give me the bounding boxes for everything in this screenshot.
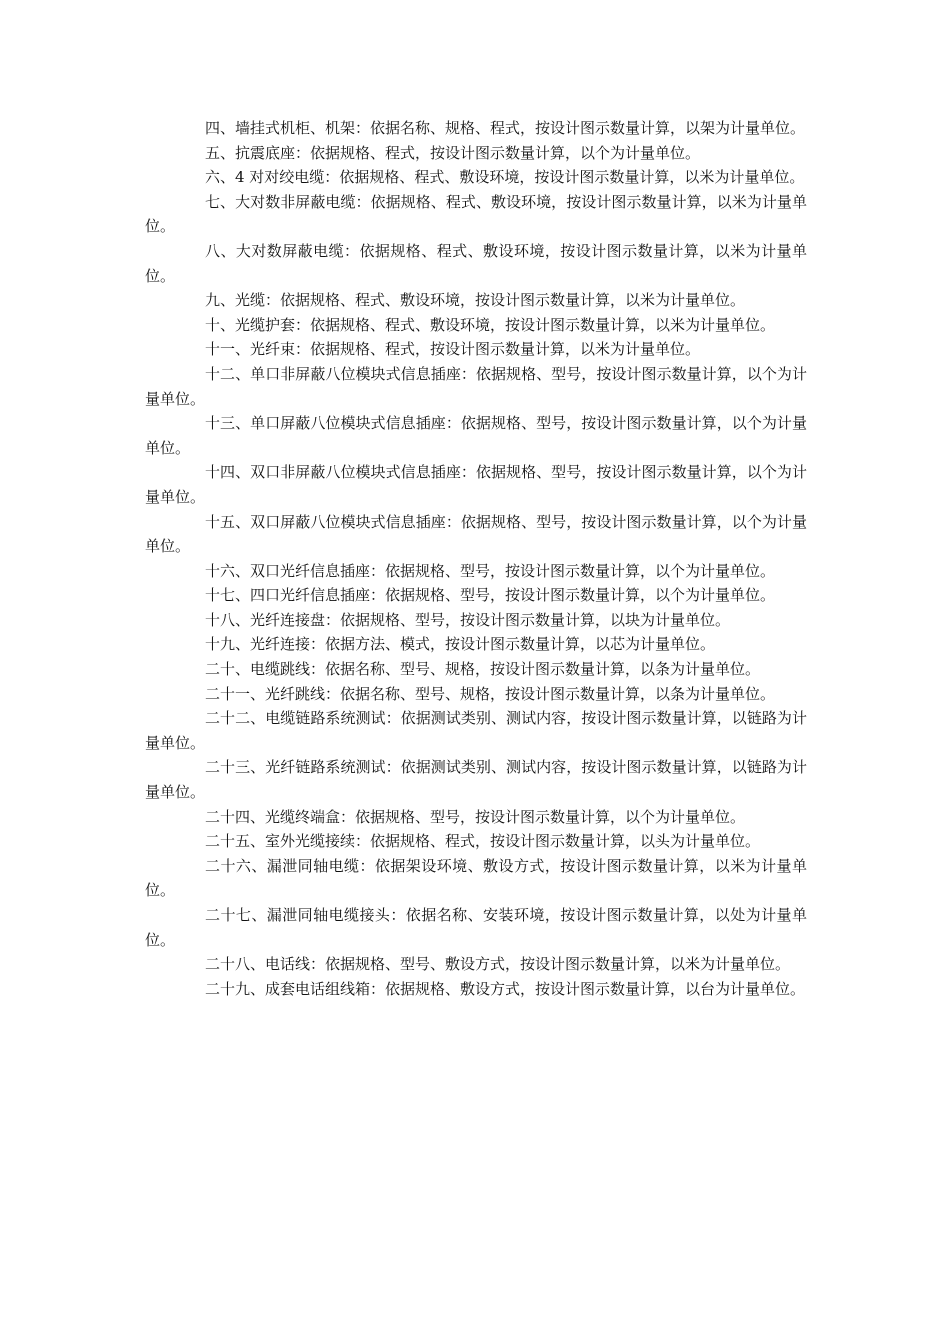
paragraph-item-9: 九、光缆：依据规格、程式、敷设环境，按设计图示数量计算，以米为计量单位。	[205, 291, 746, 310]
paragraph-item-15: 十五、双口屏蔽八位模块式信息插座：依据规格、型号，按设计图示数量计算，以个为计量单位。	[145, 512, 807, 556]
paragraph-item-20: 二十、电缆跳线：依据名称、型号、规格，按设计图示数量计算，以条为计量单位。	[205, 660, 761, 679]
paragraph-item-5: 五、抗震底座：依据规格、程式，按设计图示数量计算，以个为计量单位。	[205, 143, 701, 162]
paragraph-item-16: 十六、双口光纤信息插座：依据规格、型号，按设计图示数量计算，以个为计量单位。	[205, 561, 776, 580]
paragraph-item-7: 七、大对数非屏蔽电缆：依据规格、程式、敷设环境，按设计图示数量计算，以米为计量单位。	[145, 192, 807, 236]
paragraph-item-10: 十、光缆护套：依据规格、程式、敷设环境，按设计图示数量计算，以米为计量单位。	[205, 315, 776, 334]
paragraph-item-25: 二十五、室外光缆接续：依据规格、程式，按设计图示数量计算，以头为计量单位。	[205, 832, 761, 851]
paragraph-item-8: 八、大对数屏蔽电缆：依据规格、程式、敷设环境，按设计图示数量计算，以米为计量单位。	[145, 241, 807, 285]
paragraph-item-4: 四、墙挂式机柜、机架：依据名称、规格、程式，按设计图示数量计算，以架为计量单位。	[205, 119, 806, 137]
paragraph-item-29: 二十九、成套电话组线箱：依据规格、敷设方式，按设计图示数量计算，以台为计量单位。	[205, 979, 806, 998]
paragraph-item-14: 十四、双口非屏蔽八位模块式信息插座：依据规格、型号，按设计图示数量计算，以个为计量单位。	[145, 463, 807, 506]
paragraph-item-28: 二十八、电话线：依据规格、型号、敷设方式，按设计图示数量计算，以米为计量单位。	[205, 955, 791, 974]
paragraph-item-22: 二十二、电缆链路系统测试：依据测试类别、测试内容，按设计图示数量计算，以链路为计量单位。	[145, 709, 807, 752]
paragraph-item-18: 十八、光纤连接盘：依据规格、型号，按设计图示数量计算，以块为计量单位。	[205, 610, 731, 629]
paragraph-item-27: 二十七、漏泄同轴电缆接头：依据名称、安装环境，按设计图示数量计算，以处为计量单位。	[145, 906, 807, 949]
paragraph-item-21: 二十一、光纤跳线：依据名称、型号、规格，按设计图示数量计算，以条为计量单位。	[205, 684, 776, 703]
paragraph-item-23: 二十三、光纤链路系统测试：依据测试类别、测试内容，按设计图示数量计算，以链路为计量单位。	[145, 758, 807, 802]
paragraph-item-19: 十九、光纤连接：依据方法、模式，按设计图示数量计算，以芯为计量单位。	[205, 635, 716, 654]
paragraph-item-11: 十一、光纤束：依据规格、程式，按设计图示数量计算，以米为计量单位。	[205, 340, 701, 359]
document-body	[145, 116, 807, 1001]
paragraph-item-24: 二十四、光缆终端盒：依据规格、型号，按设计图示数量计算，以个为计量单位。	[205, 807, 746, 826]
paragraph-item-26: 二十六、漏泄同轴电缆：依据架设环境、敷设方式，按设计图示数量计算，以米为计量单位。	[145, 856, 807, 900]
paragraph-item-13: 十三、单口屏蔽八位模块式信息插座：依据规格、型号，按设计图示数量计算，以个为计量单位。	[145, 414, 807, 457]
paragraph-item-12: 十二、单口非屏蔽八位模块式信息插座：依据规格、型号，按设计图示数量计算，以个为计量单位。	[145, 364, 807, 408]
paragraph-item-17: 十七、四口光纤信息插座：依据规格、型号，按设计图示数量计算，以个为计量单位。	[205, 586, 776, 605]
paragraph-item-6: 六、4 对对绞电缆：依据规格、程式、敷设环境，按设计图示数量计算，以米为计量单位。	[205, 168, 805, 187]
